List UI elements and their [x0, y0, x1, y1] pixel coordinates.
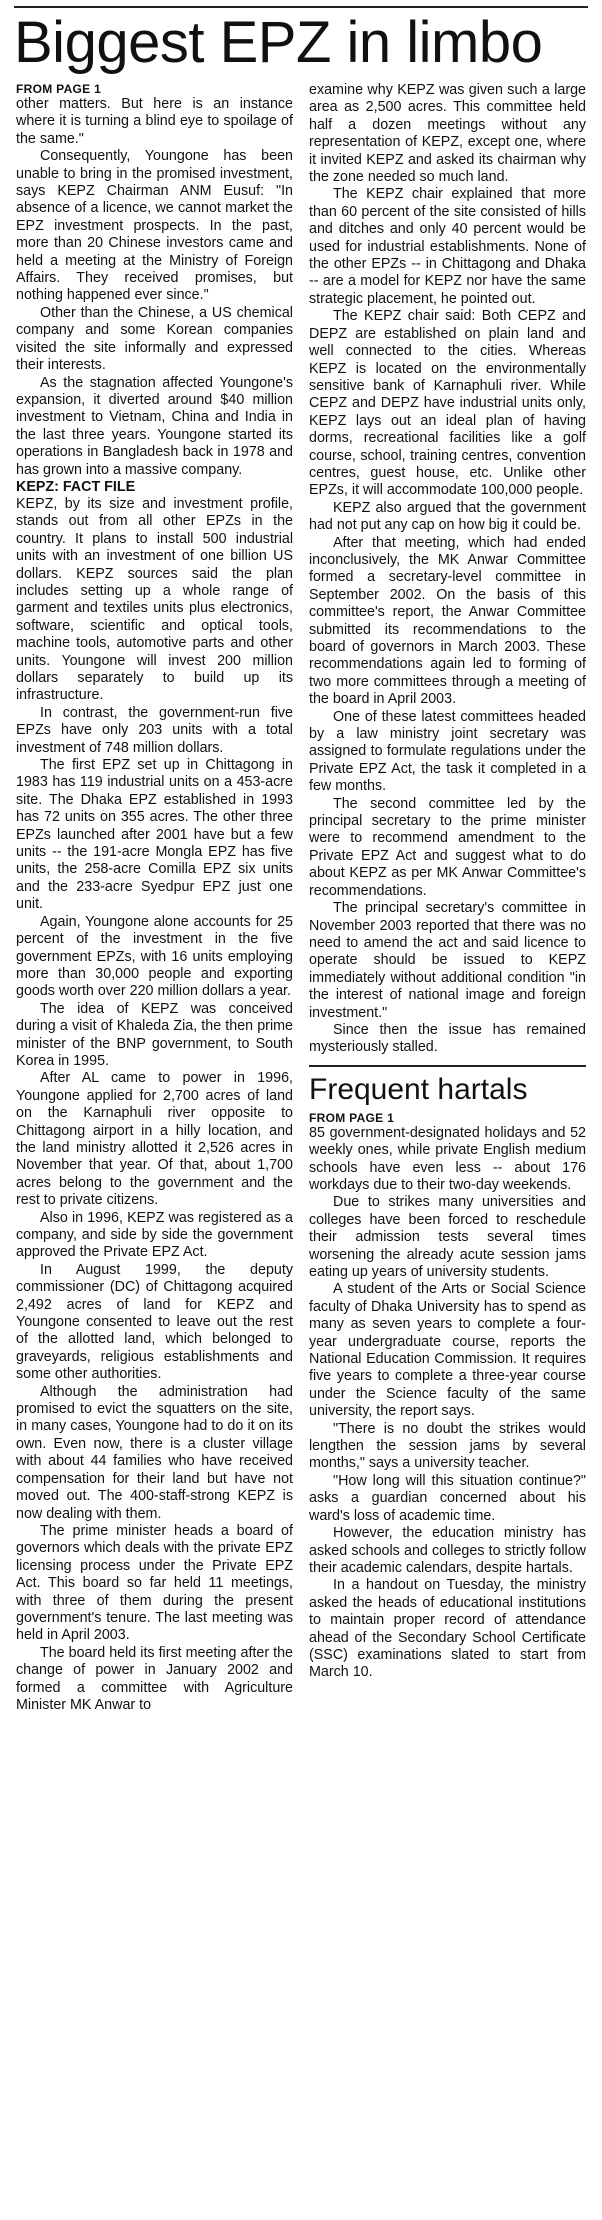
article-paragraph: Other than the Chinese, a US chemical company and some Korean companies visited the site informally and expressed their interests. — [16, 304, 293, 374]
article-paragraph: Again, Youngone alone accounts for 25 percent of the investment in the five government EPZs, with 16 units employing more than 30,000 people and exporting goods worth over 220 million dollars a year. — [16, 913, 293, 1000]
article-paragraph: After that meeting, which had ended inconclusively, the MK Anwar Committee formed a secretary-level committee in September 2002. On the basis of this committee's report, the Anwar Committee submitted its recommendations to the board of governors in March 2003. These recommendations again led to forming of two more committees through a meeting of the board in April 2003. — [309, 534, 586, 708]
article-paragraph: Also in 1996, KEPZ was registered as a company, and side by side the government approved the Private EPZ Act. — [16, 1209, 293, 1261]
fact-file-subhead: KEPZ: FACT FILE — [16, 478, 136, 495]
second-headline: Frequent hartals — [309, 1065, 586, 1107]
article-paragraph: A student of the Arts or Social Science faculty of Dhaka University has to spend as many as seven years to complete a four-year undergraduate course, reports the National Education Commission. It requires five years to complete a three-year course under the Science faculty of the same university, the report says. — [309, 1281, 586, 1420]
from-page-slug: FROM PAGE 1 — [16, 82, 102, 96]
article-paragraph: The board held its first meeting after the change of power in January 2002 and formed a committee with Agriculture Minister MK Anwar to — [16, 1644, 293, 1713]
article-paragraph: One of these latest committees headed by a law ministry joint secretary was assigned to formulate regulations under the Private EPZ Act, the task it completed in a few months. — [309, 708, 586, 795]
article-paragraph: The principal secretary's committee in November 2003 reported that there was no need to amend the act and said licence to operate should be issued to KEPZ immediately without additional condition "in the interest of national image and foreign investment." — [309, 900, 586, 1021]
article-paragraph: In a handout on Tuesday, the ministry asked the heads of educational institutions to maintain proper record of attendance ahead of the Secondary School Certificate (SSC) examinations slated to start from March 10. — [309, 1577, 586, 1681]
article-paragraph: The prime minister heads a board of governors which deals with the private EPZ licensing process under the Private EPZ Act. This board so far held 11 meetings, with three of them during the present government's tenure. The last meeting was held in April 2003. — [16, 1522, 293, 1644]
article-paragraph: The first EPZ set up in Chittagong in 1983 has 119 industrial units on a 453-acre site. The Dhaka EPZ established in 1993 has 72 units on 355 acres. The other three EPZs launched after 2001 have but a few units -- the 191-acre Mongla EPZ has five units, the 258-acre Comilla EPZ six units and the 233-acre Syedpur EPZ just one unit. — [16, 757, 293, 913]
fact-paragraphs — [16, 496, 293, 1714]
article-paragraph: However, the education ministry has asked schools and colleges to strictly follow their academic calendars, despite hartals. — [309, 1525, 586, 1576]
left-paragraphs — [16, 96, 293, 479]
from-page-slug-2: FROM PAGE 1 — [309, 1110, 395, 1125]
article-paragraph: The second committee led by the principal secretary to the prime minister were to recommend amendment to the Private EPZ Act and suggest what to do about KEPZ as per MK Anwar Committee's recommendations. — [309, 795, 586, 899]
article-paragraph: "There is no doubt the strikes would lengthen the session jams by several months," says a university teacher. — [309, 1420, 586, 1472]
right-paragraphs — [309, 82, 586, 1057]
article-paragraph: examine why KEPZ was given such a large area as 2,500 acres. This committee held half a dozen meetings without any representation of KEPZ, except one, where it invited KEPZ and asked its chairman why the zone needed so much land. — [309, 82, 586, 186]
article-columns — [6, 82, 596, 1714]
article-paragraph: KEPZ also argued that the government had not put any cap on how big it could be. — [309, 499, 586, 534]
headline: Biggest EPZ in limbo — [14, 10, 543, 75]
article-paragraph: KEPZ, by its size and investment profile, stands out from all other EPZs in the country. It plans to install 500 industrial units with an investment of one billion US dollars. KEPZ sources said the plan includes setting up a whole range of garment and textiles units plus electronics, software, scientific and optical tools, machine tools, automotive parts and other units. Youngone will invest 200 million dollars separately to build up its infrastructure. — [16, 495, 293, 704]
article-paragraph: The KEPZ chair explained that more than 60 percent of the site consisted of hills and ditches and only 40 percent would be used for industrial establishments. None of the other EPZs -- in Chittagong and Dhaka -- are a model for KEPZ nor have the same strategic placement, he pointed out. — [309, 186, 586, 307]
article-paragraph: Since then the issue has remained mysteriously stalled. — [309, 1021, 586, 1056]
article-paragraph: The KEPZ chair said: Both CEPZ and DEPZ are established on plain land and well connected to the cities. Whereas KEPZ is located on the environmentally sensitive bank of Karnaphuli river. While CEPZ and DEPZ have industrial units only, KEPZ lays out an ideal plan of having dorms, recreational facilities like a golf course, school, training centres, convention centres, guest house, etc. Unlike other EPZs, it will accommodate 100,000 people. — [309, 308, 586, 499]
article-paragraph: In contrast, the government-run five EPZs have only 203 units with a total investment of 748 million dollars. — [16, 704, 293, 756]
top-rule — [14, 6, 588, 8]
article-paragraph: 85 government-designated holidays and 52 weekly ones, while private English medium schools have even less -- about 176 workdays due to their two-day weekends. — [309, 1124, 586, 1193]
article-paragraph: other matters. But here is an instance where it is turning a blind eye to spoilage of the same." — [16, 96, 293, 147]
article-paragraph: "How long will this situation continue?" asks a guardian concerned about his ward's loss of academic time. — [309, 1472, 586, 1524]
article-paragraph: Due to strikes many universities and colleges have been forced to reschedule their admission tests several times worsening the already acute session jams eating up years of university students. — [309, 1194, 586, 1280]
article-paragraph: After AL came to power in 1996, Youngone applied for 2,700 acres of land on the Karnaphuli river opposite to Chittagong airport in a hilly location, and the land ministry allotted it 2,526 acres in November that year. Of that, about 1,700 acres belong to the government and the rest to private citizens. — [16, 1070, 293, 1209]
article-paragraph: In August 1999, the deputy commissioner (DC) of Chittagong acquired 2,492 acres of land for KEPZ and Youngone consented to leave out the rest of the allotted land, which belonged to graveyards, religious establishments and some other authorities. — [16, 1261, 293, 1383]
left-column — [16, 82, 293, 1714]
right-column — [309, 82, 586, 1714]
article-paragraph: Although the administration had promised to evict the squatters on the site, in many cases, Youngone had to do it on its own. Even now, there is a cluster village with about 44 families who have received compensation for their land but have not moved out. The 400-staff-strong KEPZ is now dealing with them. — [16, 1383, 293, 1522]
hartal-paragraphs — [309, 1125, 586, 1682]
article-paragraph: As the stagnation affected Youngone's expansion, it diverted around $40 million investment to Vietnam, China and India in the last three years. Youngone started its operations in Bangladesh back in 1978 and has grown into a massive company. — [16, 374, 293, 478]
article-paragraph: Consequently, Youngone has been unable to bring in the promised investment, says KEPZ Chairman ANM Eusuf: "In absence of a licence, we cannot market the EPZ investment prospects. In the past, more than 20 Chinese investors came and held a meeting at the Ministry of Foreign Affairs. They received promises, but nothing happened ever since." — [16, 148, 293, 304]
article-paragraph: The idea of KEPZ was conceived during a visit of Khaleda Zia, the then prime minister of the BNP government, to South Korea in 1995. — [16, 1000, 293, 1069]
